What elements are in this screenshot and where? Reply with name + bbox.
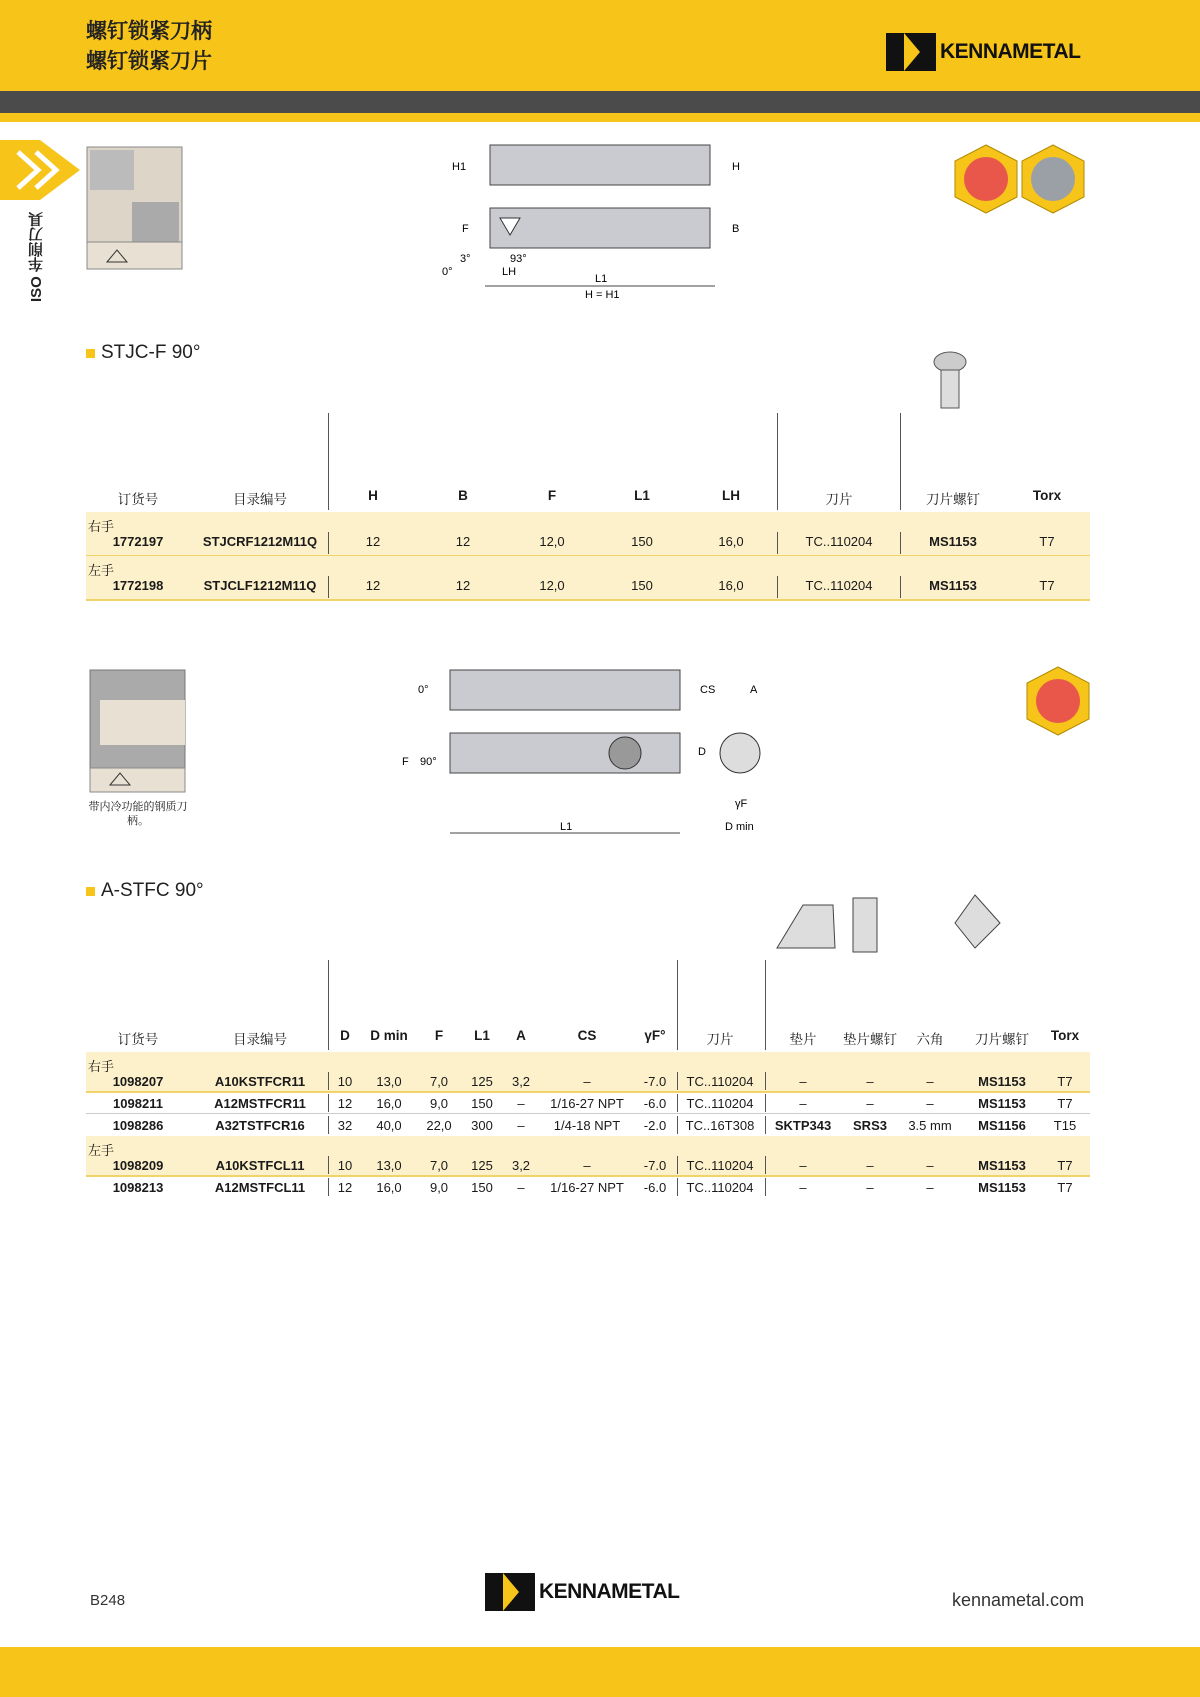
table-cell: 12 bbox=[337, 1180, 353, 1195]
kennametal-logo bbox=[886, 33, 1080, 71]
cell-divider bbox=[765, 1094, 766, 1112]
application-thumbnail-boring bbox=[90, 670, 185, 792]
column-divider bbox=[328, 413, 329, 510]
table-cell: – bbox=[799, 1074, 807, 1089]
cell-divider bbox=[677, 1072, 678, 1090]
column-header: 刀片 bbox=[825, 492, 853, 507]
table-cell: 150 bbox=[471, 1096, 493, 1111]
table-cell: 40,0 bbox=[376, 1118, 402, 1133]
page-header bbox=[0, 0, 1200, 91]
table-cell: – bbox=[926, 1074, 934, 1089]
table-cell: 12,0 bbox=[539, 578, 565, 593]
table-cell: A32TSTFCR16 bbox=[215, 1118, 305, 1133]
column-header: L1 bbox=[474, 1028, 490, 1043]
table-cell: -2.0 bbox=[643, 1118, 667, 1133]
column-header: 刀片 bbox=[706, 1032, 734, 1047]
accessory-icons bbox=[775, 893, 1035, 955]
table-cell: 16,0 bbox=[718, 534, 744, 549]
logo-mark-icon bbox=[485, 1573, 535, 1611]
table-cell: MS1153 bbox=[978, 1096, 1026, 1111]
chevron-icon bbox=[0, 140, 80, 200]
table-cell: TC..110204 bbox=[805, 534, 873, 549]
table-cell: – bbox=[799, 1158, 807, 1173]
section-title-text: A-STFC 90° bbox=[101, 880, 204, 901]
website-link[interactable]: kennametal.com bbox=[952, 1590, 1085, 1610]
side-label: ISO 车削刀具 bbox=[28, 212, 45, 303]
image-caption: 带内冷功能的钢质刀柄。 bbox=[88, 801, 188, 827]
table-cell: 10 bbox=[337, 1158, 353, 1173]
angle-0: 0° bbox=[442, 266, 453, 278]
column-header: F bbox=[547, 488, 557, 503]
table-cell: 1098207 bbox=[112, 1074, 164, 1089]
table-cell: 7,0 bbox=[429, 1158, 449, 1173]
cell-divider bbox=[328, 1116, 329, 1134]
group-label: 左手 bbox=[88, 563, 115, 578]
table-cell: TC..110204 bbox=[686, 1074, 754, 1089]
table-cell: 12 bbox=[365, 534, 381, 549]
application-thumbnail bbox=[87, 147, 182, 269]
table-cell: 32 bbox=[337, 1118, 353, 1133]
table-cell: 3.5 mm bbox=[908, 1118, 952, 1133]
table-cell: 1/4-18 NPT bbox=[553, 1118, 621, 1133]
column-divider bbox=[900, 413, 901, 510]
cell-divider bbox=[677, 1116, 678, 1134]
table-cell: – bbox=[926, 1096, 934, 1111]
row-separator bbox=[86, 1113, 1090, 1114]
insert-screw-icon bbox=[955, 895, 1000, 948]
table-cell: A10KSTFCR11 bbox=[214, 1074, 306, 1089]
table-cell: 13,0 bbox=[376, 1158, 402, 1173]
table-cell: T7 bbox=[1057, 1158, 1073, 1173]
shim-icon bbox=[777, 905, 835, 948]
cell-divider bbox=[900, 532, 901, 554]
section-title-text: STJC-F 90° bbox=[101, 342, 201, 363]
table-cell: TC..16T308 bbox=[685, 1118, 755, 1133]
table-cell: SKTP343 bbox=[774, 1118, 832, 1133]
header-band-yellow bbox=[0, 113, 1200, 122]
dim-dmin: D min bbox=[725, 821, 754, 833]
column-header: 六角 bbox=[916, 1032, 944, 1047]
dim-h1: H1 bbox=[452, 161, 467, 173]
table-cell: 3,2 bbox=[511, 1158, 531, 1173]
table-cell: – bbox=[866, 1158, 874, 1173]
table-cell: T7 bbox=[1039, 534, 1055, 549]
table-cell: 12 bbox=[455, 534, 471, 549]
table-cell: – bbox=[799, 1180, 807, 1195]
column-divider bbox=[328, 960, 329, 1050]
table-cell: 12,0 bbox=[539, 534, 565, 549]
table-cell: 10 bbox=[337, 1074, 353, 1089]
table-cell: 9,0 bbox=[429, 1096, 449, 1111]
column-header: γF° bbox=[644, 1028, 666, 1043]
angle-3: 3° bbox=[460, 253, 471, 265]
bullet-icon bbox=[86, 349, 95, 358]
cell-divider bbox=[328, 1072, 329, 1090]
table-cell: – bbox=[926, 1158, 934, 1173]
column-header: 目录编号 bbox=[233, 1032, 287, 1047]
column-header: D min bbox=[370, 1028, 408, 1043]
table-cell: 16,0 bbox=[376, 1096, 402, 1111]
toolholder-drawing bbox=[440, 140, 740, 310]
column-header: D bbox=[340, 1028, 350, 1043]
cell-divider bbox=[765, 1178, 766, 1196]
dim-d: D bbox=[698, 746, 706, 758]
column-header: Torx bbox=[1050, 1028, 1080, 1043]
table-cell: 150 bbox=[631, 578, 653, 593]
table-cell: T7 bbox=[1057, 1096, 1073, 1111]
column-header: 目录编号 bbox=[233, 492, 287, 507]
table-cell: 125 bbox=[471, 1074, 493, 1089]
table-cell: MS1153 bbox=[978, 1180, 1026, 1195]
table-cell: 13,0 bbox=[376, 1074, 402, 1089]
table-cell: 1098211 bbox=[113, 1096, 163, 1111]
cell-divider bbox=[765, 1116, 766, 1134]
column-header: B bbox=[458, 488, 468, 503]
column-header: 垫片 bbox=[789, 1032, 817, 1047]
cell-divider bbox=[328, 576, 329, 598]
column-divider bbox=[677, 960, 678, 1050]
table-cell: A10KSTFCL11 bbox=[215, 1158, 305, 1173]
table-cell: – bbox=[866, 1180, 874, 1195]
dim-f: F bbox=[402, 756, 409, 768]
section-title-stjc bbox=[86, 342, 200, 364]
table-cell: MS1153 bbox=[929, 578, 977, 593]
row-separator bbox=[86, 1175, 1090, 1177]
table-cell: – bbox=[583, 1158, 591, 1173]
cell-divider bbox=[677, 1094, 678, 1112]
dim-h: H bbox=[732, 161, 740, 173]
table-cell: A12MSTFCL11 bbox=[214, 1180, 306, 1195]
table-cell: 12 bbox=[455, 578, 471, 593]
material-icon bbox=[1025, 665, 1091, 737]
angle-93: 93° bbox=[510, 253, 527, 265]
cell-divider bbox=[328, 1094, 329, 1112]
screw-icon bbox=[930, 350, 970, 412]
table-cell: 300 bbox=[471, 1118, 493, 1133]
cell-divider bbox=[677, 1156, 678, 1174]
table-cell: – bbox=[866, 1096, 874, 1111]
row-separator bbox=[86, 599, 1090, 601]
cell-divider bbox=[677, 1178, 678, 1196]
group-label: 左手 bbox=[88, 1143, 115, 1158]
table-cell: 1098209 bbox=[112, 1158, 164, 1173]
column-header: A bbox=[516, 1028, 526, 1043]
table-cell: A12MSTFCR11 bbox=[214, 1096, 306, 1111]
table-cell: TC..110204 bbox=[805, 578, 873, 593]
table-cell: – bbox=[926, 1180, 934, 1195]
table-cell: 3,2 bbox=[511, 1074, 531, 1089]
table-cell: 1098286 bbox=[112, 1118, 164, 1133]
table-cell: MS1153 bbox=[978, 1074, 1026, 1089]
dim-a: A bbox=[750, 684, 758, 696]
table-cell: – bbox=[583, 1074, 591, 1089]
column-header: 刀片螺钉 bbox=[975, 1032, 1029, 1047]
shim-screw-icon bbox=[853, 898, 877, 952]
table-cell: 150 bbox=[471, 1180, 493, 1195]
table-cell: 1/16-27 NPT bbox=[550, 1096, 624, 1111]
dim-cs: CS bbox=[700, 684, 716, 696]
column-header: 刀片螺钉 bbox=[926, 492, 980, 507]
table-cell: – bbox=[517, 1180, 525, 1195]
table-cell: 12 bbox=[365, 578, 381, 593]
table-cell: 16,0 bbox=[718, 578, 744, 593]
table-cell: SRS3 bbox=[853, 1118, 887, 1133]
table-cell: 12 bbox=[337, 1096, 353, 1111]
table-cell: T7 bbox=[1057, 1074, 1073, 1089]
footer-band bbox=[0, 1647, 1200, 1697]
table-cell: TC..110204 bbox=[686, 1158, 754, 1173]
table-cell: – bbox=[799, 1096, 807, 1111]
dim-h-eq-h1: H = H1 bbox=[585, 289, 620, 301]
table-cell: -7.0 bbox=[643, 1074, 667, 1089]
cell-divider bbox=[328, 1156, 329, 1174]
cell-divider bbox=[777, 576, 778, 598]
table-cell: TC..110204 bbox=[686, 1096, 754, 1111]
table-cell: 1098213 bbox=[112, 1180, 164, 1195]
header-title-2: 螺钉锁紧刀片 bbox=[86, 50, 212, 73]
table-cell: STJCRF1212M11Q bbox=[202, 534, 318, 549]
logo-mark-icon bbox=[886, 33, 936, 71]
column-header: F bbox=[434, 1028, 444, 1043]
table-cell: 22,0 bbox=[426, 1118, 452, 1133]
table-cell: 7,0 bbox=[429, 1074, 449, 1089]
logo-text: KENNAMETAL bbox=[539, 1580, 680, 1603]
table-cell: MS1153 bbox=[978, 1158, 1026, 1173]
column-header: LH bbox=[722, 488, 740, 503]
column-header: 订货号 bbox=[117, 1032, 159, 1047]
footer-logo bbox=[485, 1573, 679, 1611]
table-cell: -6.0 bbox=[643, 1180, 667, 1195]
row-separator bbox=[86, 1091, 1090, 1093]
group-label: 右手 bbox=[88, 1059, 115, 1074]
table-cell: 150 bbox=[631, 534, 653, 549]
bullet-icon bbox=[86, 887, 95, 896]
header-band bbox=[0, 91, 1200, 113]
section-title-astfc bbox=[86, 880, 204, 902]
table-cell: MS1153 bbox=[929, 534, 977, 549]
dim-f: F bbox=[462, 223, 469, 235]
angle-90: 90° bbox=[420, 756, 437, 768]
cell-divider bbox=[900, 576, 901, 598]
table-cell: 1772198 bbox=[112, 578, 164, 593]
boring-bar-drawing bbox=[400, 665, 780, 840]
table-cell: TC..110204 bbox=[686, 1180, 754, 1195]
table-cell: 1772197 bbox=[112, 534, 164, 549]
dim-l1: L1 bbox=[595, 273, 608, 285]
angle-0: 0° bbox=[418, 684, 429, 696]
table-cell: 16,0 bbox=[376, 1180, 402, 1195]
column-header: 订货号 bbox=[117, 492, 159, 507]
table-cell: -6.0 bbox=[643, 1096, 667, 1111]
table-cell: T15 bbox=[1053, 1118, 1077, 1133]
group-label: 右手 bbox=[88, 519, 115, 534]
header-title-1: 螺钉锁紧刀柄 bbox=[86, 20, 212, 43]
column-divider bbox=[777, 413, 778, 510]
dim-lh: LH bbox=[502, 266, 517, 278]
table-cell: T7 bbox=[1039, 578, 1055, 593]
dim-b: B bbox=[732, 223, 740, 235]
page-number: B248 bbox=[90, 1592, 126, 1609]
column-header: Torx bbox=[1032, 488, 1062, 503]
column-divider bbox=[765, 960, 766, 1050]
column-header: H bbox=[368, 488, 378, 503]
table-cell: 1/16-27 NPT bbox=[550, 1180, 624, 1195]
table-cell: MS1156 bbox=[978, 1118, 1026, 1133]
column-header: L1 bbox=[634, 488, 650, 503]
column-header: 垫片螺钉 bbox=[843, 1032, 897, 1047]
table-cell: STJCLF1212M11Q bbox=[203, 578, 317, 593]
cell-divider bbox=[765, 1072, 766, 1090]
table-cell: 9,0 bbox=[429, 1180, 449, 1195]
cell-divider bbox=[765, 1156, 766, 1174]
column-header: CS bbox=[577, 1028, 597, 1043]
table-cell: – bbox=[517, 1118, 525, 1133]
table-cell: -7.0 bbox=[643, 1158, 667, 1173]
cell-divider bbox=[328, 1178, 329, 1196]
table-cell: – bbox=[866, 1074, 874, 1089]
dim-l1: L1 bbox=[560, 821, 573, 833]
table-cell: T7 bbox=[1057, 1180, 1073, 1195]
material-icons bbox=[953, 143, 1093, 218]
logo-text: KENNAMETAL bbox=[940, 40, 1081, 63]
cell-divider bbox=[328, 532, 329, 554]
table-cell: – bbox=[517, 1096, 525, 1111]
cell-divider bbox=[777, 532, 778, 554]
angle-yf: γF bbox=[735, 798, 748, 810]
table-cell: 125 bbox=[471, 1158, 493, 1173]
